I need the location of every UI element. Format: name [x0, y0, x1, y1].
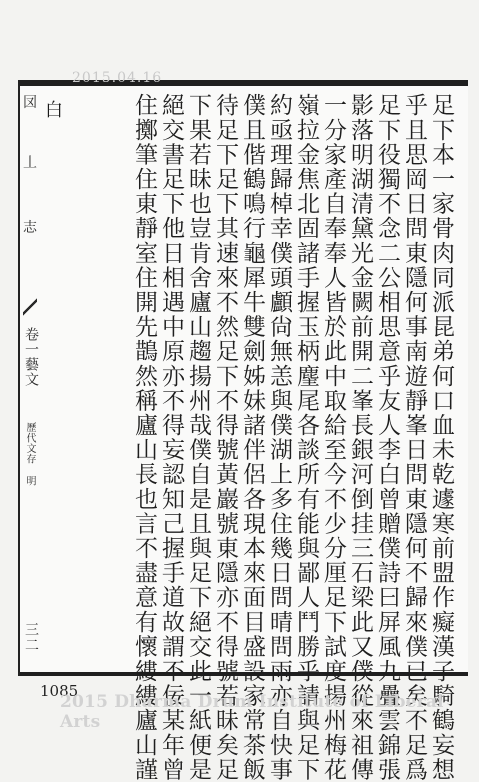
text-column: 嶺拉金焦北固諸手握玉柄麈尾各談所有能與鄙人鬥勝乎請與足下: [293, 93, 319, 782]
text-column: 住擲筆住東靜室住開先鵲然稱廬山長也言不盡意有懷縷縷廬山謹: [131, 93, 157, 782]
text-column: 足下本一家骨肉同派昆弟何口血未乾遽寒前盟作癡漢子騎鶴妄想: [428, 93, 454, 782]
margin-mark: 㘝: [23, 95, 37, 111]
text-column: 一分家產自奉奉人皆於此中取給至今不少分厘足下試度揚州梅花: [320, 93, 346, 782]
left-border-rule: [18, 80, 20, 676]
text-column: 下果若昧也豈肯舍廬山趨揚州哉僕自是且與足下絕交此一紙便是: [185, 93, 211, 782]
text-column: 影落明湖清黛光金闕前開二峯長銀河倒挂三石梁此又僕從來祖傳: [347, 93, 373, 782]
margin-separator: [23, 297, 37, 317]
text-column: 足下役獨不念二公相思意乎友人李白曾贈僕詩曰屏風九疊雲錦張: [374, 93, 400, 782]
margin-page-mark: 三二: [23, 622, 39, 654]
margin-mark: 志: [23, 220, 37, 236]
margin-subtitle: 歷代文存 明: [24, 422, 35, 486]
column-heading: 白: [45, 100, 63, 121]
text-column: 絕交書足下他日相遇中原亦不得妄認知己握手道故謂不佞某年曾: [158, 93, 184, 782]
date-stamp: 2015.04.16: [72, 70, 163, 86]
margin-title: 卷一藝文: [23, 327, 39, 387]
text-column: 約亟理歸棹幸僕頭顱尙無恙與僕湖上多住幾日問晴問雨亦自快事: [266, 93, 292, 782]
page-number: 1085: [40, 682, 79, 700]
watermark-text: 2015 Dharma Drum Institute of Liberal Arts: [60, 692, 444, 732]
text-column: 待足下足下其速來不然足下不得號黃巖號東隱亦不得號若昧矣足: [212, 93, 238, 782]
text-column: 僕且偕鶴鳴行龜犀牛雙劍姊妹諸伴侶各現本來面目盛設家常茶飯: [239, 93, 265, 782]
text-column: 乎且思岡日問東隱何事南遊靜峯日問東隱何不歸來僕已矣不足爲: [401, 93, 427, 782]
margin-mark: 丄: [23, 155, 37, 171]
